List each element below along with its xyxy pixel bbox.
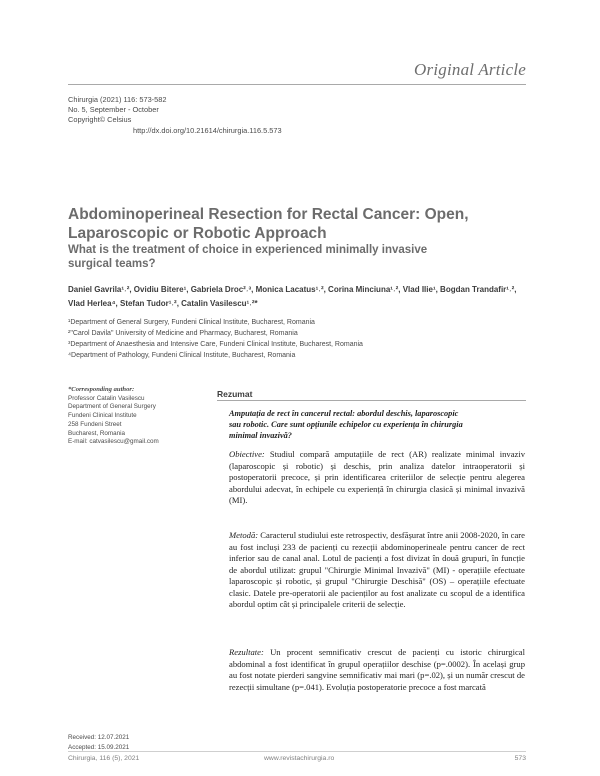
methods-label: Metodă:	[229, 530, 259, 540]
correspondence-line: 258 Fundeni Street	[68, 420, 122, 428]
romanian-title-line: Amputația de rect în cancerul rectal: abordul deschis, laparoscopic	[229, 409, 459, 418]
subtitle-line: surgical teams?	[68, 258, 156, 270]
correspondence-heading: *Corresponding author:	[68, 386, 135, 393]
romanian-title-line: minimal invazivă?	[229, 431, 292, 441]
journal-citation: Chirurgia (2021) 116: 573-582	[68, 95, 167, 104]
correspondence-email[interactable]: E-mail: catvasilescu@gmail.com	[68, 438, 159, 446]
results-label: Rezultate:	[229, 647, 264, 657]
copyright: Copyright© Celsius	[68, 115, 132, 124]
footer-rule	[68, 751, 526, 752]
submission-dates	[68, 733, 129, 753]
footer-citation: Chirurgia, 116 (5), 2021	[68, 755, 140, 762]
abstract-heading: Rezumat	[217, 389, 253, 399]
authors-line: Vlad Herlea⁴, Stefan Tudor¹˒², Catalin Vasilescu¹˒²*	[68, 298, 258, 308]
affiliation: ¹Department of General Surgery, Fundeni Clinical Institute, Bucharest, Romania	[68, 319, 315, 326]
affiliation: ²"Carol Davila" University of Medicine and Pharmacy, Bucharest, Romania	[68, 330, 298, 337]
results-text: Un procent semnificativ crescut de pacienți cu istoric chirurgical abdominal a fost identificat în grupul operațiilor deschise (p=.0002). În același grup au fost notate pierderi sangvine semnificativ mai mari (p=.02), și un număr crescut de rezecții simultane (p=.041). Evoluția postoperatorie precoce a fost marcată	[229, 647, 525, 692]
romanian-title	[229, 408, 521, 442]
affiliation: ³Department of Anaesthesia and Intensive Care, Fundeni Clinical Institute, Bucharest, Romania	[68, 341, 363, 348]
section-label: Original Article	[414, 60, 526, 79]
romanian-title-line: sau robotic. Care sunt opțiunile echipelor cu experiența în chirurgia	[229, 420, 463, 430]
results-paragraph	[229, 647, 525, 693]
received-date: Received: 12.07.2021	[68, 734, 130, 741]
correspondence-line: Fundeni Clinical Institute	[68, 412, 137, 420]
title-line: Laparoscopic or Robotic Approach	[68, 225, 327, 242]
footer-website[interactable]: www.revistachirurgia.ro	[264, 755, 335, 762]
correspondence-line: Bucharest, Romania	[68, 429, 126, 437]
affiliation: ⁴Department of Pathology, Fundeni Clinical Institute, Bucharest, Romania	[68, 352, 296, 359]
objectives-paragraph	[229, 449, 525, 507]
methods-paragraph	[229, 530, 525, 611]
accepted-date: Accepted: 15.09.2021	[68, 743, 130, 751]
objectives-text: Studiul compară amputațiile de rect (AR) realizate minimal invaziv (laparoscopic și robotic) și deschis, prin analiza datelor intraoperatorii și postoperatorii precoce, și prin identificarea criteriilor de selecție pentru alegerea abordului adecvat, în echipele cu experiență în chirurgia clasică și minimal invazivă (MI).	[229, 449, 526, 506]
title-line: Abdominoperineal Resection for Rectal Cancer: Open,	[68, 206, 469, 223]
author-list	[68, 283, 538, 310]
methods-text: Caracterul studiului este retrospectiv, desfășurat între anii 2008-2020, în care au fost incluși 233 de pacienți cu rezecții abdominoperineale pentru cancer de rect inferior sau de canal anal. Lotul de pacienți a fost divizat în două grupuri, în funcție de abordul utilizat: grupul "Chirurgie Minimal Invazivă" (MI) - operațiile efectuate laparoscopic și robotic, și grupul "Chirurgie Deschisă" (OS) – operațiile efectuate clasic. Datele pre-operatorii ale pacienților au fost analizate cu scopul de a identifica abordul optim cât și principalele criterii de selecție.	[229, 530, 525, 610]
header-rule	[68, 84, 526, 85]
correspondence-line: Department of General Surgery	[68, 403, 156, 411]
subtitle-line: What is the treatment of choice in experienced minimally invasive	[68, 244, 428, 256]
correspondence-block	[68, 386, 208, 447]
article-subtitle	[68, 243, 538, 271]
abstract-rule	[217, 400, 526, 401]
correspondence-line: Professor Catalin Vasilescu	[68, 394, 145, 402]
page-number: 573	[514, 755, 526, 762]
doi-link[interactable]: http://dx.doi.org/10.21614/chirurgia.116.5.573	[133, 126, 282, 135]
issue-info: No. 5, September - October	[68, 105, 159, 114]
article-title	[68, 205, 538, 243]
authors-line: Daniel Gavrila¹˒², Ovidiu Bitere¹, Gabriela Droc²˒³, Monica Lacatus¹˒², Corina Minciuna¹˒², Vlad Ilie¹, Bogdan Trandafir¹˒²,	[68, 285, 517, 294]
objectives-label: Obiective:	[229, 449, 265, 459]
